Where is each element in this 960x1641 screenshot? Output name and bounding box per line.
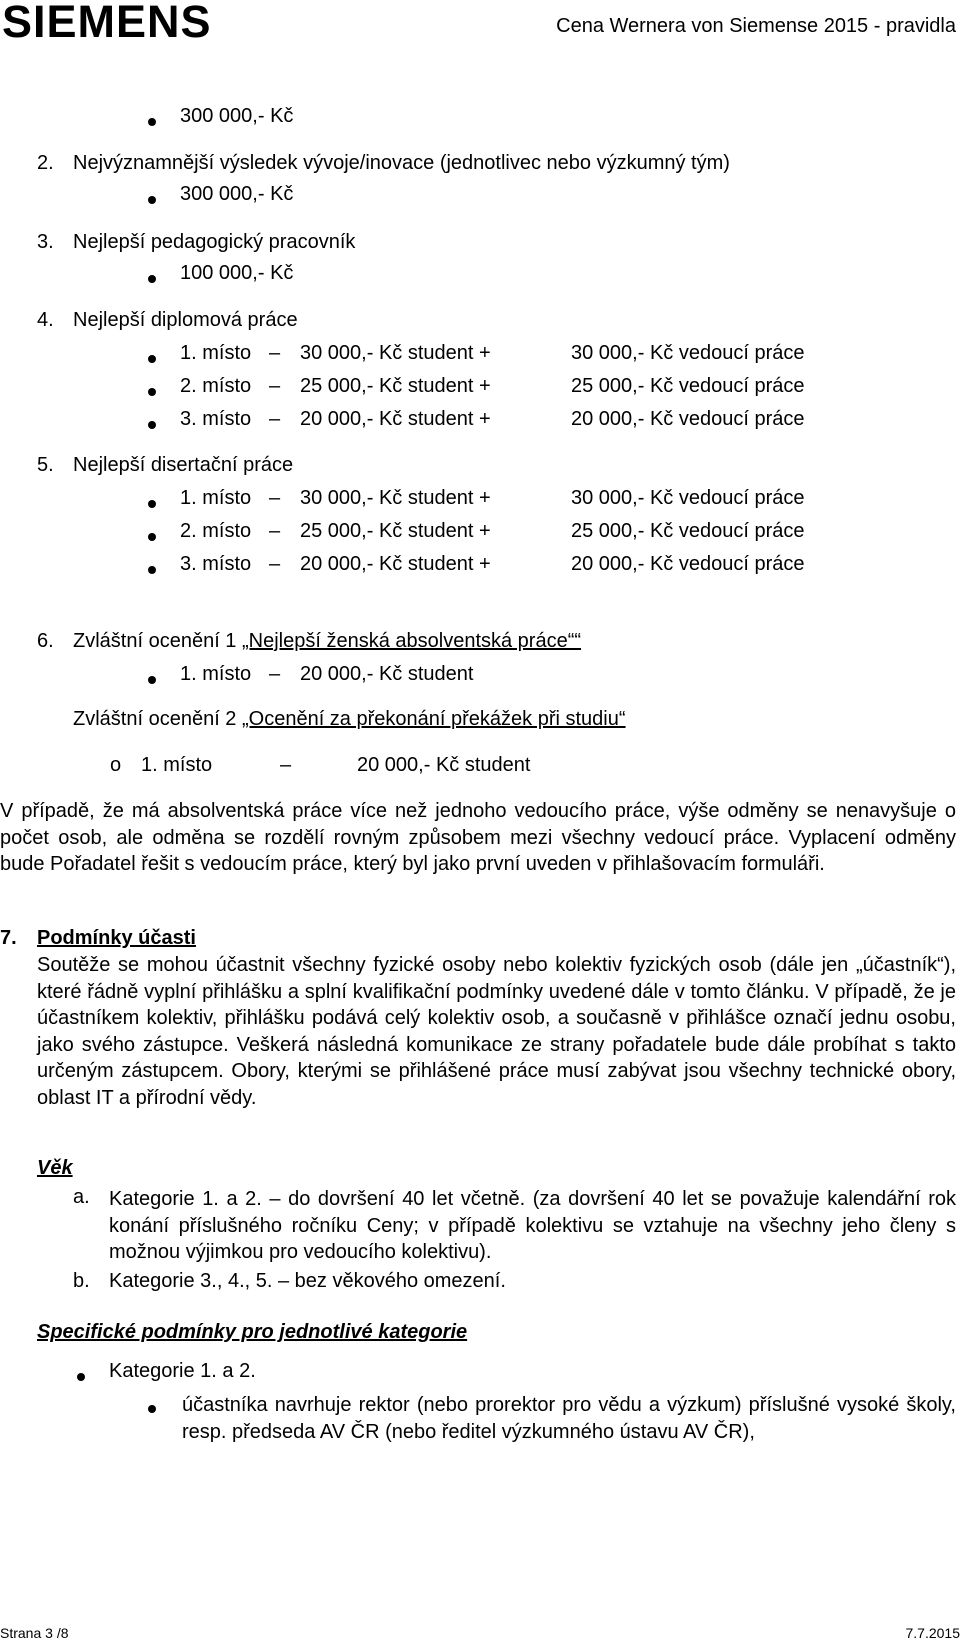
leader-amount: 20 000,- Kč vedoucí práce bbox=[571, 553, 805, 575]
dash: – bbox=[269, 342, 281, 364]
bullet-icon bbox=[148, 388, 156, 396]
leader-amount: 25 000,- Kč vedoucí práce bbox=[571, 520, 805, 542]
student-amount: 20 000,- Kč student + bbox=[300, 408, 491, 430]
supervisor-note: V případě, že má absolventská práce více než jednoho vedoucího práce, výše odměny se nenavyšuje o počet osob, ale odměna se rozdělí rovným způsobem mezi všechny vedoucí práce. Vyplacení odměny bude Pořadatel řešit s vedoucím práce, který byl jako první uveden v přihlašovacím formuláři. bbox=[0, 800, 956, 875]
dash: – bbox=[269, 375, 281, 397]
dash: – bbox=[269, 663, 281, 685]
special-award-2-title: „Ocenění za překonání překážek při studiu“ bbox=[241, 708, 626, 730]
special-award-1-title: „Nejlepší ženská absolventská práce““ bbox=[241, 630, 582, 652]
bullet-icon bbox=[148, 566, 156, 574]
student-amount: 20 000,- Kč student + bbox=[300, 553, 491, 575]
cat3-title: Nejlepší pedagogický pracovník bbox=[73, 231, 356, 253]
age-item-b: Kategorie 3., 4., 5. – bez věkového omezení. bbox=[109, 1270, 506, 1292]
cat3-number: 3. bbox=[37, 231, 54, 253]
leader-amount: 30 000,- Kč vedoucí práce bbox=[571, 342, 805, 364]
bullet-icon bbox=[148, 500, 156, 508]
dash: – bbox=[280, 754, 292, 776]
bullet-icon bbox=[77, 1373, 85, 1381]
cat2-amount: 300 000,- Kč bbox=[180, 183, 294, 205]
bullet-icon bbox=[148, 676, 156, 684]
leader-amount: 25 000,- Kč vedoucí práce bbox=[571, 375, 805, 397]
place-label: 3. místo bbox=[180, 408, 252, 430]
place-label: 1. místo bbox=[180, 342, 252, 364]
age-item-marker: b. bbox=[73, 1270, 90, 1292]
dash: – bbox=[269, 408, 281, 430]
cat2-title: Nejvýznamnější výsledek vývoje/inovace (jednotlivec nebo výzkumný tým) bbox=[73, 152, 730, 174]
cat3-amount: 100 000,- Kč bbox=[180, 262, 294, 284]
bullet-icon bbox=[148, 355, 156, 363]
cat1-amount: 300 000,- Kč bbox=[180, 105, 294, 127]
age-item-a: Kategorie 1. a 2. – do dovršení 40 let včetně. (za dovršení 40 let se považuje kalendářní rok konání příslušného ročníku Ceny; v případě kolektivu se vztahuje na všechny jeho členy s možnou výjimkou pro vedoucího kolektivu). bbox=[109, 1188, 956, 1263]
siemens-logo: SIEMENS bbox=[2, 0, 212, 47]
leader-amount: 20 000,- Kč vedoucí práce bbox=[571, 408, 805, 430]
special-award-2-prefix: Zvláštní ocenění 2 bbox=[73, 708, 242, 730]
cat4-number: 4. bbox=[37, 309, 54, 331]
section7-body: Soutěže se mohou účastnit všechny fyzické osoby nebo kolektiv fyzických osob (dále jen „účastník“), které řádně vyplní přihlášku a splní kvalifikační podmínky uvedené dále v tomto článku. V případě, že je účastníkem kolektiv, přihlášku podává celý kolektiv osob, a současně v přihlášce označí jednu osobu, jako svého zástupce. Veškerá následná komunikace ze strany pořadatele bude dále probíhat s takto určeným zástupcem. Obory, kterými se přihlášené práce musí zabývat jsou všechny technické obory, oblast IT a přírodní vědy. bbox=[37, 954, 956, 1109]
age-heading: Věk bbox=[37, 1157, 73, 1179]
leader-amount: 30 000,- Kč vedoucí práce bbox=[571, 487, 805, 509]
specific-subitem: účastníka navrhuje rektor (nebo prorektor pro vědu a výzkum) příslušné vysoké školy, resp. předseda AV ČR (nebo ředitel výzkumného ústavu AV ČR), bbox=[182, 1394, 956, 1443]
place-label: 1. místo bbox=[180, 487, 252, 509]
dash: – bbox=[269, 487, 281, 509]
place-label: 2. místo bbox=[180, 375, 252, 397]
bullet-icon bbox=[148, 421, 156, 429]
document-title: Cena Wernera von Siemense 2015 - pravidla bbox=[556, 15, 956, 37]
special-award-2 bbox=[73, 708, 626, 731]
bullet-icon bbox=[148, 275, 156, 283]
specific-heading: Specifické podmínky pro jednotlivé kategorie bbox=[37, 1321, 468, 1343]
specific-item: Kategorie 1. a 2. bbox=[109, 1360, 256, 1382]
special-award-1 bbox=[73, 630, 581, 653]
section7-title: Podmínky účasti bbox=[37, 927, 196, 949]
cat5-title: Nejlepší disertační práce bbox=[73, 454, 294, 476]
place-label: 2. místo bbox=[180, 520, 252, 542]
place-label: 3. místo bbox=[180, 553, 252, 575]
dash: – bbox=[269, 553, 281, 575]
page-number: Strana 3 /8 bbox=[0, 1625, 69, 1641]
student-amount: 25 000,- Kč student + bbox=[300, 375, 491, 397]
age-item-marker: a. bbox=[73, 1186, 90, 1208]
cat2-number: 2. bbox=[37, 152, 54, 174]
circle-bullet: o bbox=[110, 754, 122, 776]
place-label: 1. místo bbox=[180, 663, 252, 685]
section7-number: 7. bbox=[0, 927, 17, 949]
cat6-number: 6. bbox=[37, 630, 54, 652]
bullet-icon bbox=[148, 118, 156, 126]
cat5-number: 5. bbox=[37, 454, 54, 476]
bullet-icon bbox=[148, 196, 156, 204]
student-amount: 30 000,- Kč student + bbox=[300, 342, 491, 364]
student-amount: 25 000,- Kč student + bbox=[300, 520, 491, 542]
bullet-icon bbox=[148, 533, 156, 541]
dash: – bbox=[269, 520, 281, 542]
student-amount: 30 000,- Kč student + bbox=[300, 487, 491, 509]
student-amount: 20 000,- Kč student bbox=[300, 663, 474, 685]
place-label: 1. místo bbox=[141, 754, 213, 776]
student-amount: 20 000,- Kč student bbox=[357, 754, 531, 776]
special-award-1-prefix: Zvláštní ocenění 1 bbox=[73, 630, 242, 652]
cat4-title: Nejlepší diplomová práce bbox=[73, 309, 298, 331]
footer-date: 7.7.2015 bbox=[905, 1625, 960, 1641]
bullet-icon bbox=[148, 1405, 156, 1413]
